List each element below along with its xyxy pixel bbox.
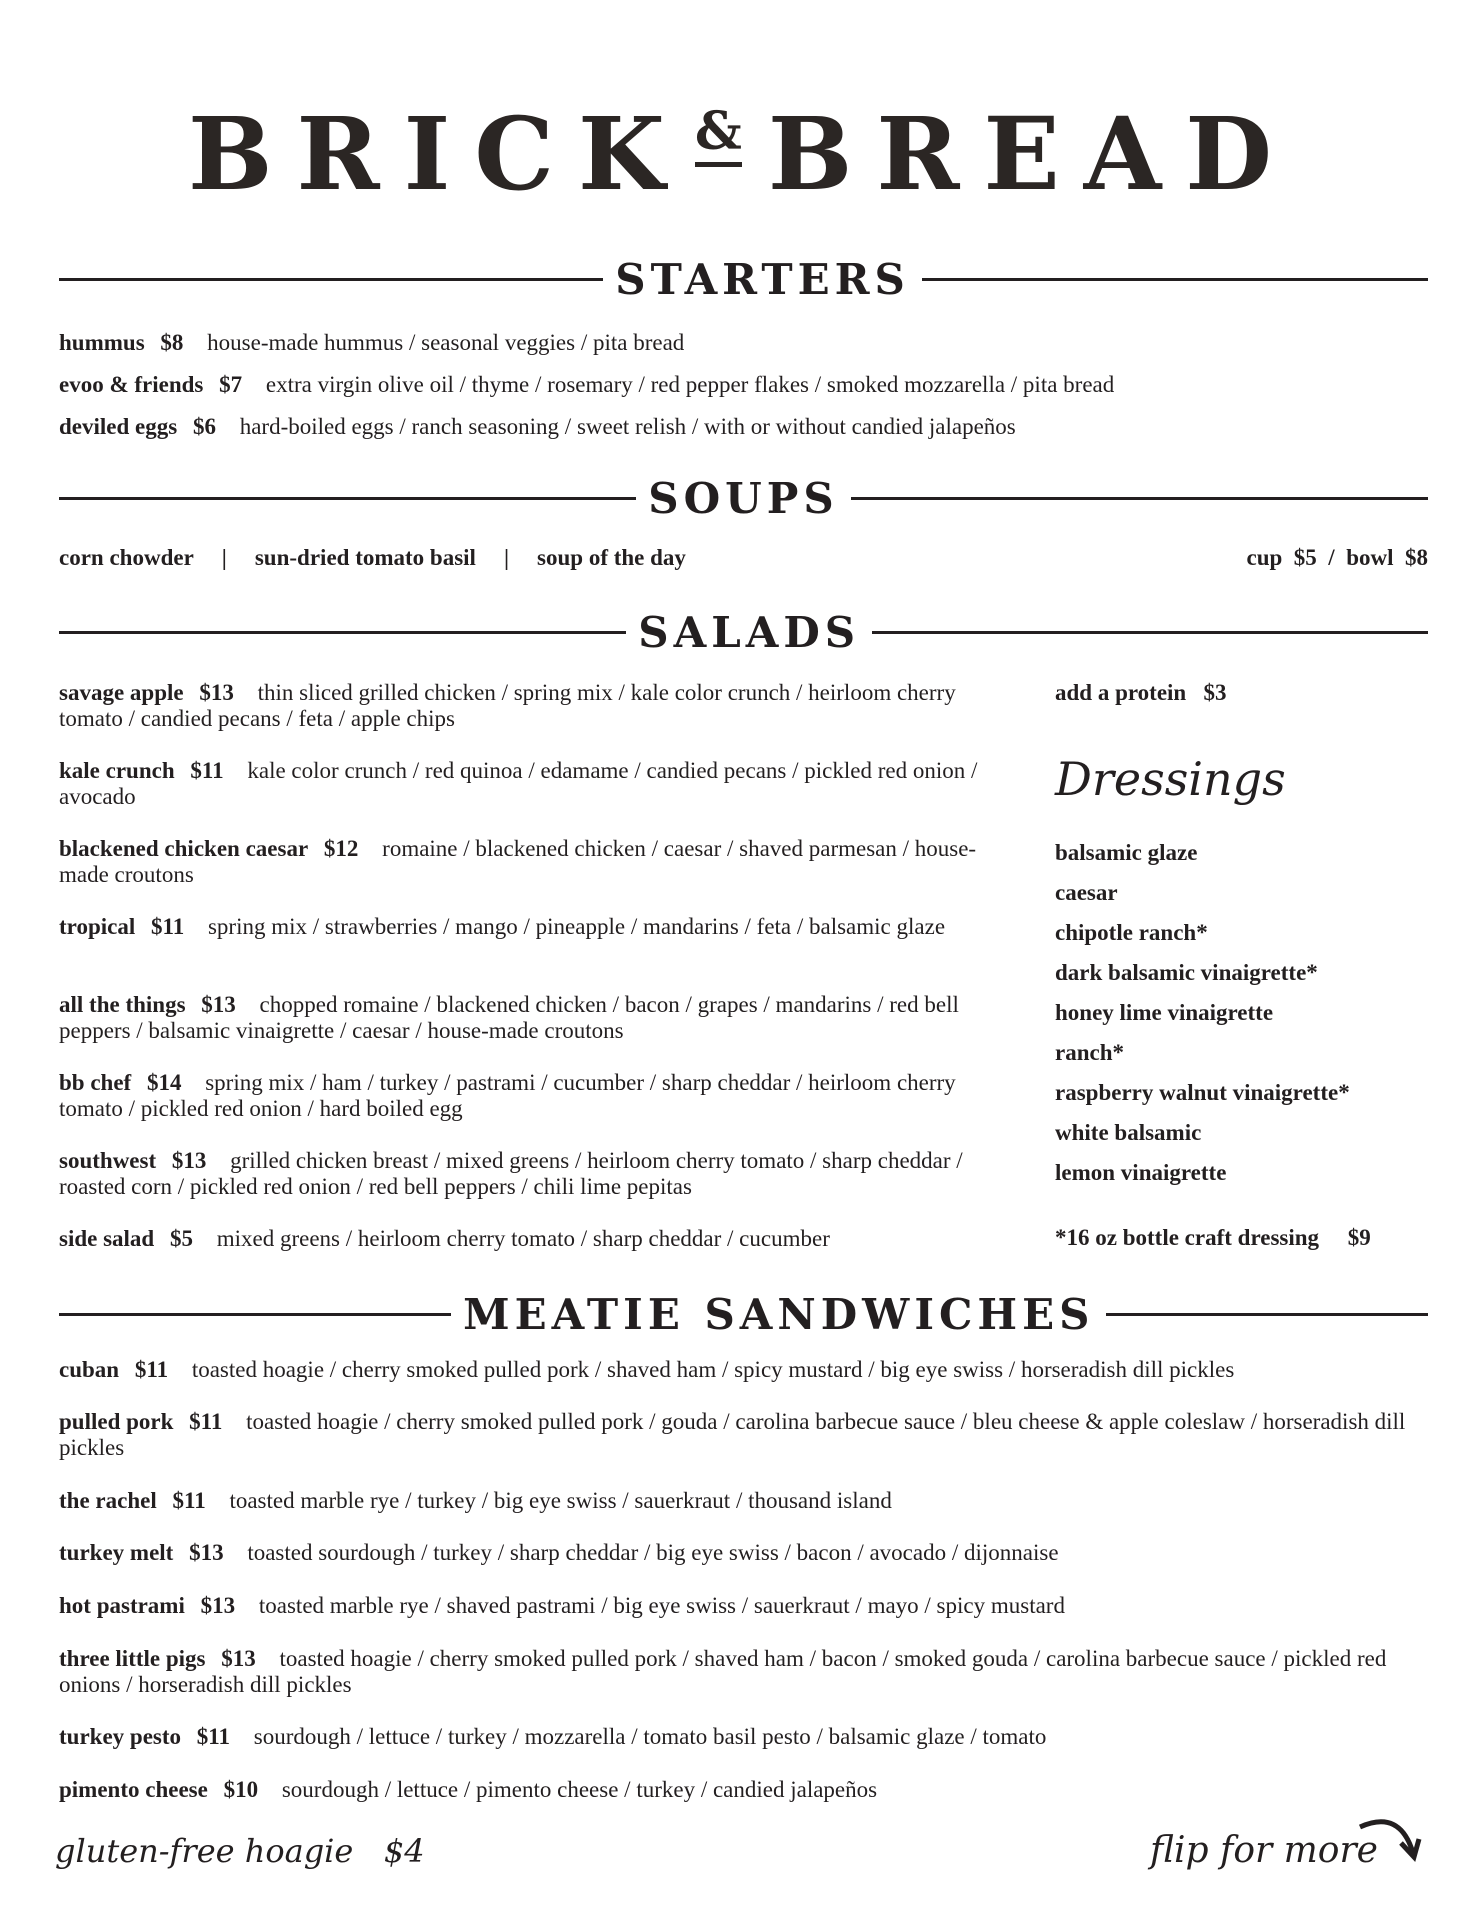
item-price: $10	[223, 1777, 259, 1802]
menu-item	[59, 1148, 1019, 1200]
dressing-item: honey lime vinaigrette	[1055, 1000, 1274, 1025]
menu-item	[59, 992, 1019, 1044]
section-title: MEATIE SANDWICHES	[463, 1290, 1095, 1339]
section-title: SALADS	[638, 608, 861, 657]
section-title: STARTERS	[615, 255, 910, 304]
menu-item	[59, 372, 1114, 398]
item-description: mixed greens / heirloom cherry tomato / sharp cheddar / cucumber	[216, 1226, 830, 1251]
dressing-item: white balsamic	[1055, 1120, 1202, 1145]
item-price: $7	[219, 372, 243, 397]
item-name: turkey pesto	[59, 1724, 182, 1749]
item-price: $11	[196, 1724, 231, 1749]
item-name: deviled eggs	[59, 414, 178, 439]
item-price: $13	[189, 1540, 224, 1565]
soup-item: sun-dried tomato basil	[254, 545, 476, 570]
dressing-item: caesar	[1055, 880, 1118, 905]
item-name: pimento cheese	[59, 1777, 208, 1802]
item-name: bb chef	[59, 1070, 132, 1095]
item-price: $13	[201, 992, 236, 1017]
item-price: $13	[199, 680, 234, 705]
item-name: tropical	[59, 914, 136, 939]
item-description: toasted hoagie / cherry smoked pulled pork / shaved ham / bacon / smoked gouda / carolina barbecue sauce / pickled red onions / horseradish dill pickles	[59, 1646, 1387, 1697]
item-description: house-made hummus / seasonal veggies / pita bread	[207, 330, 685, 355]
menu-item	[59, 1409, 1439, 1461]
item-description: toasted marble rye / shaved pastrami / big eye swiss / sauerkraut / mayo / spicy mustard	[258, 1593, 1065, 1618]
item-price: $8	[160, 330, 184, 355]
item-name: side salad	[59, 1226, 155, 1251]
logo-word-right: BREAD	[767, 95, 1297, 213]
item-name: three little pigs	[59, 1646, 206, 1671]
item-name: hummus	[59, 330, 145, 355]
item-description: toasted marble rye / turkey / big eye swiss / sauerkraut / thousand island	[229, 1488, 892, 1513]
soups-header	[59, 474, 1428, 523]
item-description: chopped romaine / blackened chicken / bacon / grapes / mandarins / red bell peppers / balsamic vinaigrette / caesar / house-made croutons	[59, 992, 959, 1043]
brand-logo	[0, 95, 1484, 213]
item-description: sourdough / lettuce / pimento cheese / turkey / candied jalapeños	[281, 1777, 878, 1802]
gluten-free-note: gluten-free hoagie $4	[55, 1832, 425, 1870]
dressing-item: ranch*	[1055, 1040, 1124, 1065]
item-description: extra virgin olive oil / thyme / rosemary / red pepper flakes / smoked mozzarella / pita bread	[265, 372, 1115, 397]
dressing-item: lemon vinaigrette	[1055, 1160, 1227, 1185]
dressing-item: raspberry walnut vinaigrette*	[1055, 1080, 1350, 1105]
menu-item	[59, 1488, 1439, 1514]
item-description: thin sliced grilled chicken / spring mix / kale color crunch / heirloom cherry tomato / candied pecans / feta / apple chips	[59, 680, 956, 731]
item-description: romaine / blackened chicken / caesar / shaved parmesan / house-made croutons	[59, 836, 977, 887]
item-name: cuban	[59, 1357, 120, 1382]
logo-word-left: BRICK	[187, 95, 689, 213]
add-protein: add a protein $3	[1055, 680, 1227, 705]
item-price: $13	[171, 1148, 207, 1173]
item-name: turkey melt	[59, 1540, 174, 1565]
item-price: $6	[192, 414, 216, 439]
item-price: $11	[189, 1409, 223, 1434]
separator: |	[503, 545, 510, 570]
soups-row	[59, 545, 1428, 571]
item-description: spring mix / strawberries / mango / pineapple / mandarins / feta / balsamic glaze	[207, 914, 946, 939]
flip-note: flip for more	[1150, 1830, 1378, 1871]
menu-item	[59, 758, 1019, 810]
logo-ampersand: &	[695, 102, 742, 167]
item-name: savage apple	[59, 680, 184, 705]
item-name: evoo & friends	[59, 372, 204, 397]
item-name: pulled pork	[59, 1409, 174, 1434]
menu-item	[59, 414, 1016, 440]
menu-item	[59, 914, 1019, 940]
salads-header	[59, 608, 1428, 657]
item-description: toasted sourdough / turkey / sharp cheddar / big eye swiss / bacon / avocado / dijonnaise	[247, 1540, 1059, 1565]
menu-item	[59, 1070, 1019, 1122]
curved-arrow-icon	[1355, 1815, 1425, 1870]
starters-header	[59, 255, 1428, 304]
item-description: toasted hoagie / cherry smoked pulled pork / gouda / carolina barbecue sauce / bleu cheese & apple coleslaw / horseradish dill pickles	[59, 1409, 1406, 1460]
item-price: $12	[323, 836, 359, 861]
soup-item: corn chowder	[59, 545, 194, 570]
menu-item	[59, 1357, 1439, 1383]
menu-item	[59, 1777, 1439, 1803]
item-price: $13	[221, 1646, 256, 1671]
item-price: $5	[169, 1226, 193, 1251]
item-name: kale crunch	[59, 758, 175, 783]
menu-item	[59, 1724, 1439, 1750]
menu-item	[59, 330, 684, 356]
dressings-title: Dressings	[1055, 752, 1286, 806]
menu-item	[59, 1226, 1019, 1252]
soup-item: soup of the day	[537, 545, 686, 570]
menu-item	[59, 680, 1019, 732]
item-name: all the things	[59, 992, 186, 1017]
dressing-item: balsamic glaze	[1055, 840, 1198, 865]
item-description: hard-boiled eggs / ranch seasoning / sweet relish / with or without candied jalapeños	[239, 414, 1016, 439]
menu-item	[59, 1540, 1439, 1566]
item-price: $11	[134, 1357, 169, 1382]
item-name: southwest	[59, 1148, 157, 1173]
item-price: $11	[172, 1488, 206, 1513]
bottle-dressing: *16 oz bottle craft dressing $9	[1055, 1225, 1371, 1250]
item-description: spring mix / ham / turkey / pastrami / cucumber / sharp cheddar / heirloom cherry tomato / pickled red onion / hard boiled egg	[59, 1070, 956, 1121]
item-price: $14	[146, 1070, 182, 1095]
item-name: blackened chicken caesar	[59, 836, 309, 861]
menu-item	[59, 1593, 1439, 1619]
item-description: toasted hoagie / cherry smoked pulled pork / shaved ham / spicy mustard / big eye swiss / horseradish dill pickles	[191, 1357, 1235, 1382]
dressing-item: dark balsamic vinaigrette*	[1055, 960, 1318, 985]
menu-item	[59, 836, 1019, 888]
item-description: kale color crunch / red quinoa / edamame / candied pecans / pickled red onion / avocado	[59, 758, 978, 809]
item-price: $11	[150, 914, 185, 939]
item-description: grilled chicken breast / mixed greens / heirloom cherry tomato / sharp cheddar / roasted corn / pickled red onion / red bell peppers / chili lime pepitas	[59, 1148, 963, 1199]
menu-item	[59, 1646, 1439, 1698]
sandwiches-header	[59, 1290, 1428, 1339]
separator: |	[221, 545, 227, 570]
dressing-item: chipotle ranch*	[1055, 920, 1208, 945]
item-name: the rachel	[59, 1488, 157, 1513]
section-title: SOUPS	[648, 474, 839, 523]
item-price: $13	[200, 1593, 236, 1618]
item-price: $11	[190, 758, 224, 783]
item-name: hot pastrami	[59, 1593, 185, 1618]
item-description: sourdough / lettuce / turkey / mozzarella / tomato basil pesto / balsamic glaze / tomato	[253, 1724, 1047, 1749]
soup-pricing: cup $5 / bowl $8	[1246, 545, 1428, 570]
